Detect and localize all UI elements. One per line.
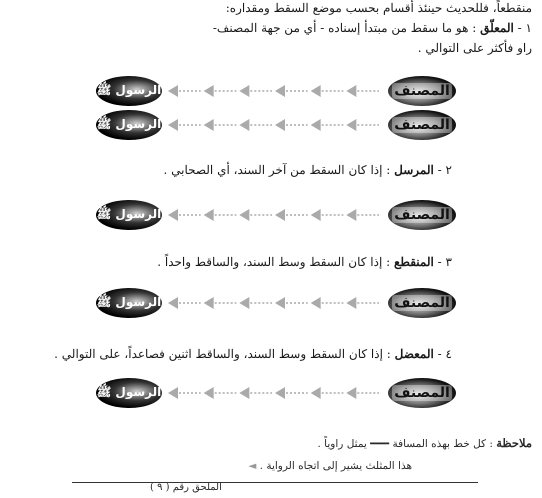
direction-arrow-icon — [275, 387, 285, 399]
direction-arrow-icon — [168, 297, 178, 309]
footer-appendix: الملحق رقم ( ٩ ) — [150, 482, 222, 493]
intro-line: منقطعاً، فللحديث حينئذ أقسام بحسب موضع السقط ومقداره: — [225, 1, 532, 15]
direction-arrow-icon — [311, 297, 321, 309]
section-text: : إذا كان السقط وسط السند، والساقط واحداً . — [157, 255, 391, 269]
direction-arrow-icon — [168, 209, 178, 221]
section-number: ٢ — [445, 163, 452, 177]
direction-arrow-icon — [275, 119, 285, 131]
note-label: ملاحظة — [496, 436, 532, 450]
section-4-heading: ٤ - المعضل : إذا كان السقط وسط السند، والساقط اثنين فصاعداً، على التوالي . — [54, 347, 452, 361]
note-text-2: هذا المثلث يشير إلى اتجاه الرواية . — [259, 460, 412, 472]
direction-arrow-icon — [346, 119, 356, 131]
author-node: المصنف — [388, 200, 456, 230]
direction-arrow-icon — [275, 85, 285, 97]
author-node: المصنف — [388, 110, 456, 140]
direction-arrow-icon — [168, 119, 178, 131]
narration-chain — [96, 110, 456, 140]
narration-chain — [96, 76, 456, 106]
direction-arrow-icon — [346, 85, 356, 97]
arrow-track — [168, 207, 382, 223]
direction-arrow-icon — [204, 387, 214, 399]
arrow-track — [168, 83, 382, 99]
narration-chain — [96, 200, 456, 230]
narration-chain — [96, 378, 456, 408]
direction-arrow-icon — [204, 297, 214, 309]
section-number: ١ — [525, 21, 532, 35]
direction-arrow-icon — [204, 85, 214, 97]
section-1-heading: ١ - المعلّق : هو ما سقط من مبتدأ إسناده - أي من جهة المصنف- — [212, 21, 532, 35]
direction-arrow-icon — [346, 209, 356, 221]
section-term: المنقطع — [393, 255, 434, 269]
direction-arrow-icon — [239, 387, 249, 399]
arrow-chain-svg — [168, 295, 382, 311]
messenger-node: الرسول ﷺ — [96, 288, 162, 318]
arrow-chain-svg — [168, 385, 382, 401]
arrow-track — [168, 385, 382, 401]
triangle-arrow-icon: ◄ — [248, 460, 257, 472]
section-text: : إذا كان السقط وسط السند، والساقط اثنين فصاعداً، على التوالي . — [54, 347, 391, 361]
arrow-track — [168, 295, 382, 311]
note-line-1 — [318, 436, 533, 450]
narration-chain — [96, 288, 456, 318]
direction-arrow-icon — [204, 119, 214, 131]
direction-arrow-icon — [346, 297, 356, 309]
section-term: المعلّق — [480, 21, 514, 35]
section-2-heading: ٢ - المرسل : إذا كان السقط من آخر السند، أي الصحابي . — [163, 163, 452, 177]
direction-arrow-icon — [239, 119, 249, 131]
messenger-node: الرسول ﷺ — [96, 110, 162, 140]
section-number: ٤ — [445, 347, 452, 361]
footer-rule — [72, 482, 478, 483]
section-text: : هو ما سقط من مبتدأ إسناده - أي من جهة المصنف- — [212, 21, 477, 35]
direction-arrow-icon — [239, 297, 249, 309]
direction-arrow-icon — [275, 209, 285, 221]
direction-arrow-icon — [239, 209, 249, 221]
note-text-1: : كل خط بهذه المسافة ━━━ يمثل راوياً . — [317, 438, 493, 450]
direction-arrow-icon — [311, 85, 321, 97]
author-node: المصنف — [388, 288, 456, 318]
direction-arrow-icon — [311, 209, 321, 221]
author-node: المصنف — [388, 76, 456, 106]
direction-arrow-icon — [311, 387, 321, 399]
arrow-chain-svg — [168, 117, 382, 133]
direction-arrow-icon — [311, 119, 321, 131]
messenger-node: الرسول ﷺ — [96, 76, 162, 106]
direction-arrow-icon — [168, 85, 178, 97]
direction-arrow-icon — [346, 387, 356, 399]
section-3-heading: ٣ - المنقطع : إذا كان السقط وسط السند، والساقط واحداً . — [157, 255, 452, 269]
arrow-track — [168, 117, 382, 133]
author-node: المصنف — [388, 378, 456, 408]
section-term: المرسل — [394, 163, 434, 177]
messenger-node: الرسول ﷺ — [96, 378, 162, 408]
note-line-2 — [248, 460, 412, 472]
section-1-continuation: راو فأكثر على التوالي . — [417, 41, 532, 55]
arrow-chain-svg — [168, 83, 382, 99]
direction-arrow-icon — [204, 209, 214, 221]
arrow-chain-svg — [168, 207, 382, 223]
section-number: ٣ — [445, 255, 452, 269]
messenger-node: الرسول ﷺ — [96, 200, 162, 230]
direction-arrow-icon — [275, 297, 285, 309]
direction-arrow-icon — [239, 85, 249, 97]
section-text: : إذا كان السقط من آخر السند، أي الصحابي . — [163, 163, 391, 177]
direction-arrow-icon — [168, 387, 178, 399]
section-term: المعضل — [394, 347, 434, 361]
